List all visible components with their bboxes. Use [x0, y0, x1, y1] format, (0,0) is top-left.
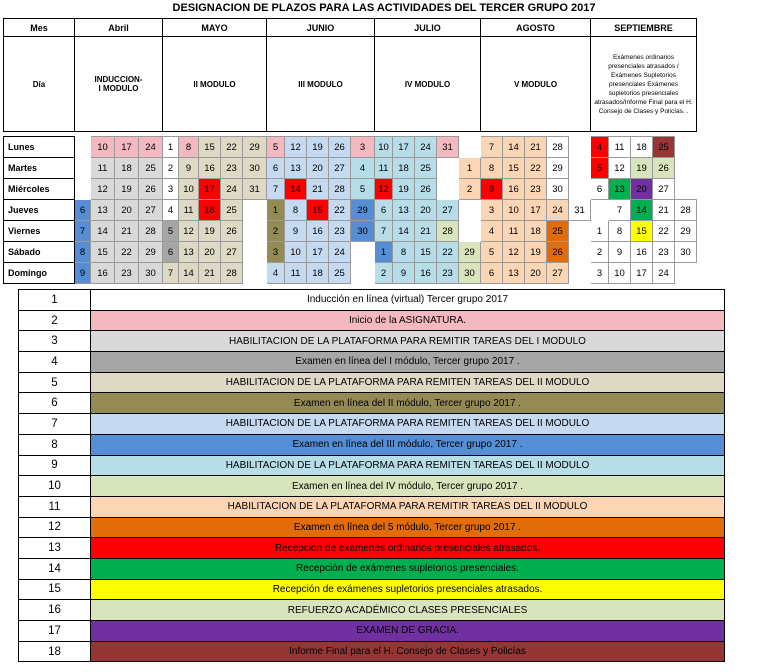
date-cell: 17	[525, 200, 547, 221]
date-cell: 14	[503, 137, 525, 158]
date-cell: 4	[163, 200, 179, 221]
date-cell: 24	[547, 200, 569, 221]
date-cell: 14	[285, 179, 307, 200]
date-cell: 20	[307, 158, 329, 179]
date-cell: 4	[591, 137, 609, 158]
day-row	[4, 200, 697, 221]
date-cell: 14	[631, 200, 653, 221]
date-cell: 18	[199, 200, 221, 221]
date-cell: 27	[221, 242, 243, 263]
date-cell: 8	[609, 221, 631, 242]
date-cell: 7	[267, 179, 285, 200]
legend-row	[19, 414, 725, 435]
legend-description: Examen en línea del III módulo, Tercer grupo 2017 .	[91, 434, 725, 455]
date-cell: 13	[285, 158, 307, 179]
date-cell: 6	[163, 242, 179, 263]
date-cell: 28	[329, 179, 351, 200]
day-label: Martes	[4, 158, 75, 179]
day-label: Jueves	[4, 200, 75, 221]
date-cell: 24	[329, 242, 351, 263]
legend-row	[19, 290, 725, 311]
date-cell	[75, 137, 91, 158]
date-cell: 22	[525, 158, 547, 179]
date-cell: 23	[525, 179, 547, 200]
date-cell	[351, 263, 375, 284]
legend-description: HABILITACION DE LA PLATAFORMA PARA REMITEN TAREAS DEL II MODULO	[91, 414, 725, 435]
module-2: II MODULO	[163, 37, 267, 132]
date-cell: 7	[609, 200, 631, 221]
date-cell: 19	[525, 242, 547, 263]
legend-description: Recepcion de examenes ordinarios presenciales atrasados.	[91, 538, 725, 559]
date-cell: 12	[91, 179, 115, 200]
date-cell: 30	[459, 263, 481, 284]
date-cell: 9	[609, 242, 631, 263]
date-cell: 12	[375, 179, 393, 200]
date-cell: 4	[351, 158, 375, 179]
date-cell: 10	[609, 263, 631, 284]
document-title: DESIGNACION DE PLAZOS PARA LAS ACTIVIDADES DEL TERCER GRUPO 2017	[172, 2, 596, 14]
date-cell: 28	[547, 137, 569, 158]
date-cell: 10	[375, 137, 393, 158]
date-cell: 21	[653, 200, 675, 221]
legend-description: HABILITACION DE LA PLATAFORMA PARA REMITIR TAREAS DEL II MODULO	[91, 496, 725, 517]
date-cell: 6	[267, 158, 285, 179]
date-cell: 23	[653, 242, 675, 263]
date-cell: 24	[139, 137, 163, 158]
date-cell	[459, 137, 481, 158]
date-cell: 8	[481, 158, 503, 179]
date-cell: 3	[481, 200, 503, 221]
date-cell	[351, 242, 375, 263]
date-cell: 6	[591, 179, 609, 200]
date-cell: 2	[375, 263, 393, 284]
date-cell: 29	[139, 242, 163, 263]
date-cell: 1	[375, 242, 393, 263]
day-label: Domingo	[4, 263, 75, 284]
legend-number: 15	[19, 579, 91, 600]
date-cell: 27	[139, 200, 163, 221]
date-cell	[569, 242, 591, 263]
date-cell: 5	[351, 179, 375, 200]
date-cell: 14	[393, 221, 415, 242]
legend-description: Examen en línea del IV módulo, Tercer grupo 2017 .	[91, 476, 725, 497]
date-cell	[569, 263, 591, 284]
date-cell: 22	[437, 242, 459, 263]
day-label: Viernes	[4, 221, 75, 242]
day-row	[4, 179, 697, 200]
legend-row	[19, 621, 725, 642]
date-cell: 26	[653, 158, 675, 179]
date-cell: 27	[547, 263, 569, 284]
dia-header: Día	[4, 37, 75, 132]
date-cell: 22	[115, 242, 139, 263]
date-cell: 16	[415, 263, 437, 284]
date-cell: 16	[91, 263, 115, 284]
date-cell: 17	[199, 179, 221, 200]
date-cell: 13	[393, 200, 415, 221]
date-cell: 20	[115, 200, 139, 221]
legend-description: Examen en línea del II módulo, Tercer grupo 2017 .	[91, 393, 725, 414]
legend-row	[19, 310, 725, 331]
date-cell: 10	[91, 137, 115, 158]
date-cell: 24	[653, 263, 675, 284]
legend-number: 7	[19, 414, 91, 435]
month-junio: JUNIO	[267, 19, 375, 37]
legend-row	[19, 641, 725, 662]
date-cell: 15	[91, 242, 115, 263]
date-cell: 18	[393, 158, 415, 179]
module-header-row	[4, 37, 697, 132]
date-cell: 11	[91, 158, 115, 179]
date-cell: 27	[437, 200, 459, 221]
date-cell: 1	[459, 158, 481, 179]
date-cell: 24	[415, 137, 437, 158]
month-mayo: MAYO	[163, 19, 267, 37]
legend-number: 5	[19, 372, 91, 393]
date-cell: 17	[307, 242, 329, 263]
legend-number: 4	[19, 352, 91, 373]
date-cell	[459, 200, 481, 221]
legend-number: 3	[19, 331, 91, 352]
date-cell: 22	[653, 221, 675, 242]
legend-number: 18	[19, 641, 91, 662]
legend-description: Recepción de exámenes supletorios presenciales atrasados.	[91, 579, 725, 600]
date-cell: 26	[221, 221, 243, 242]
date-cell: 19	[393, 179, 415, 200]
date-cell: 25	[653, 137, 675, 158]
calendar-table	[3, 18, 697, 284]
date-cell: 23	[437, 263, 459, 284]
legend-row	[19, 393, 725, 414]
date-cell: 29	[459, 242, 481, 263]
date-cell: 30	[547, 179, 569, 200]
date-cell: 24	[221, 179, 243, 200]
date-cell: 6	[75, 200, 91, 221]
date-cell: 12	[503, 242, 525, 263]
day-row	[4, 137, 697, 158]
legend-row	[19, 558, 725, 579]
date-cell	[569, 179, 591, 200]
date-cell: 5	[267, 137, 285, 158]
day-label: Lunes	[4, 137, 75, 158]
date-cell	[437, 158, 459, 179]
date-cell: 28	[437, 221, 459, 242]
date-cell: 6	[481, 263, 503, 284]
date-cell	[243, 263, 267, 284]
date-cell: 28	[675, 200, 697, 221]
legend-number: 16	[19, 600, 91, 621]
date-cell: 16	[307, 221, 329, 242]
mes-header: Mes	[4, 19, 75, 37]
date-cell: 7	[163, 263, 179, 284]
month-abril: Abril	[75, 19, 163, 37]
date-cell: 25	[139, 158, 163, 179]
date-cell: 1	[591, 221, 609, 242]
date-cell: 1	[163, 137, 179, 158]
day-row	[4, 242, 697, 263]
date-cell: 23	[329, 221, 351, 242]
legend-row	[19, 600, 725, 621]
date-cell: 19	[199, 221, 221, 242]
date-cell: 9	[285, 221, 307, 242]
legend-number: 17	[19, 621, 91, 642]
date-cell: 8	[179, 137, 199, 158]
date-cell: 30	[675, 242, 697, 263]
date-cell: 3	[591, 263, 609, 284]
date-cell: 9	[481, 179, 503, 200]
legend-description: HABILITACION DE LA PLATAFORMA PARA REMITEN TAREAS DEL II MODULO	[91, 455, 725, 476]
date-cell: 29	[351, 200, 375, 221]
legend-description: Inducción en línea (virtual) Tercer grupo 2017	[91, 290, 725, 311]
date-cell: 26	[415, 179, 437, 200]
date-cell: 15	[503, 158, 525, 179]
date-cell: 5	[591, 158, 609, 179]
date-cell: 15	[199, 137, 221, 158]
legend-number: 12	[19, 517, 91, 538]
legend-description: Examen en línea del 5 módulo, Tercer grupo 2017 .	[91, 517, 725, 538]
legend-number: 2	[19, 310, 91, 331]
date-cell: 31	[569, 200, 591, 221]
legend-number: 13	[19, 538, 91, 559]
date-cell: 21	[199, 263, 221, 284]
legend-number: 14	[19, 558, 91, 579]
legend-number: 6	[19, 393, 91, 414]
date-cell: 9	[75, 263, 91, 284]
date-cell: 4	[481, 221, 503, 242]
date-cell: 7	[75, 221, 91, 242]
date-cell: 20	[631, 179, 653, 200]
day-row	[4, 221, 697, 242]
date-cell: 18	[525, 221, 547, 242]
date-cell: 15	[307, 200, 329, 221]
date-cell: 14	[91, 221, 115, 242]
date-cell: 12	[285, 137, 307, 158]
date-cell: 30	[351, 221, 375, 242]
legend-row	[19, 496, 725, 517]
date-cell: 21	[307, 179, 329, 200]
date-cell	[675, 263, 697, 284]
date-cell	[243, 200, 267, 221]
date-cell: 23	[221, 158, 243, 179]
date-cell: 13	[609, 179, 631, 200]
legend-description: Recepción de exámenes supletorios presenciales.	[91, 558, 725, 579]
date-cell: 2	[591, 242, 609, 263]
date-cell: 25	[329, 263, 351, 284]
date-cell: 23	[115, 263, 139, 284]
legend-table	[18, 289, 725, 662]
date-cell	[75, 158, 91, 179]
date-cell	[75, 179, 91, 200]
date-cell: 30	[139, 263, 163, 284]
date-cell: 19	[307, 137, 329, 158]
legend-row	[19, 538, 725, 559]
date-cell: 11	[285, 263, 307, 284]
date-cell: 3	[351, 137, 375, 158]
date-cell: 31	[243, 179, 267, 200]
date-cell: 5	[481, 242, 503, 263]
legend-number: 11	[19, 496, 91, 517]
date-cell: 17	[115, 137, 139, 158]
date-cell: 2	[163, 158, 179, 179]
module-5: V MODULO	[481, 37, 591, 132]
legend-description: EXAMEN DE GRACIA.	[91, 621, 725, 642]
date-cell: 18	[631, 137, 653, 158]
date-cell: 25	[547, 221, 569, 242]
module-1: INDUCCION- I MODULO	[75, 37, 163, 132]
date-cell: 22	[329, 200, 351, 221]
date-cell	[569, 158, 591, 179]
date-cell: 7	[481, 137, 503, 158]
legend-row	[19, 331, 725, 352]
date-cell: 10	[503, 200, 525, 221]
date-cell: 10	[179, 179, 199, 200]
date-cell: 20	[199, 242, 221, 263]
date-cell: 20	[415, 200, 437, 221]
date-cell: 20	[525, 263, 547, 284]
date-cell: 10	[285, 242, 307, 263]
date-cell: 2	[459, 179, 481, 200]
date-cell: 31	[437, 137, 459, 158]
legend-description: Informe Final para el H. Consejo de Clases y Policías	[91, 641, 725, 662]
date-cell: 11	[179, 200, 199, 221]
date-cell: 12	[609, 158, 631, 179]
legend-description: Inicio de la ASIGNATURA.	[91, 310, 725, 331]
date-cell: 30	[243, 158, 267, 179]
date-cell: 11	[375, 158, 393, 179]
day-label: Miércoles	[4, 179, 75, 200]
date-cell: 17	[631, 263, 653, 284]
legend-number: 8	[19, 434, 91, 455]
day-label: Sábado	[4, 242, 75, 263]
date-cell: 17	[393, 137, 415, 158]
legend-number: 10	[19, 476, 91, 497]
legend-description: Examen en línea del I módulo, Tercer grupo 2017 .	[91, 352, 725, 373]
date-cell: 12	[179, 221, 199, 242]
date-cell: 3	[267, 242, 285, 263]
module-4: IV MODULO	[375, 37, 481, 132]
legend-row	[19, 352, 725, 373]
date-cell: 16	[199, 158, 221, 179]
date-cell: 14	[179, 263, 199, 284]
date-cell: 28	[221, 263, 243, 284]
date-cell: 15	[631, 221, 653, 242]
day-row	[4, 263, 697, 284]
date-cell: 18	[115, 158, 139, 179]
legend-row	[19, 476, 725, 497]
date-cell: 16	[503, 179, 525, 200]
date-cell	[569, 137, 591, 158]
date-cell: 21	[415, 221, 437, 242]
date-cell: 29	[675, 221, 697, 242]
date-cell: 29	[547, 158, 569, 179]
date-cell	[569, 221, 591, 242]
date-cell: 28	[139, 221, 163, 242]
month-header-row	[4, 19, 697, 37]
date-cell: 27	[329, 158, 351, 179]
legend-number: 1	[19, 290, 91, 311]
date-cell: 13	[179, 242, 199, 263]
date-cell: 29	[243, 137, 267, 158]
month-septiembre: SEPTIEMBRE	[591, 19, 697, 37]
legend-row	[19, 372, 725, 393]
date-cell: 8	[285, 200, 307, 221]
legend-row	[19, 517, 725, 538]
date-cell: 19	[631, 158, 653, 179]
date-cell: 26	[547, 242, 569, 263]
date-cell: 19	[115, 179, 139, 200]
date-cell: 4	[267, 263, 285, 284]
date-cell: 8	[75, 242, 91, 263]
date-cell: 11	[503, 221, 525, 242]
date-cell: 25	[415, 158, 437, 179]
legend-description: HABILITACION DE LA PLATAFORMA PARA REMITEN TAREAS DEL II MODULO	[91, 372, 725, 393]
date-cell: 9	[179, 158, 199, 179]
date-cell: 13	[91, 200, 115, 221]
date-cell: 2	[267, 221, 285, 242]
date-cell: 13	[503, 263, 525, 284]
date-cell	[459, 221, 481, 242]
date-cell: 7	[375, 221, 393, 242]
date-cell: 26	[329, 137, 351, 158]
date-cell	[591, 200, 609, 221]
date-cell: 21	[115, 221, 139, 242]
legend-description: HABILITACION DE LA PLATAFORMA PARA REMITIR TAREAS DEL I MODULO	[91, 331, 725, 352]
date-cell: 6	[375, 200, 393, 221]
date-cell: 25	[221, 200, 243, 221]
date-cell: 15	[415, 242, 437, 263]
date-cell: 18	[307, 263, 329, 284]
date-cell: 9	[393, 263, 415, 284]
legend-row	[19, 434, 725, 455]
date-cell: 26	[139, 179, 163, 200]
month-julio: JULIO	[375, 19, 481, 37]
date-cell	[243, 242, 267, 263]
date-cell: 8	[393, 242, 415, 263]
date-cell: 3	[163, 179, 179, 200]
legend-description: REFUERZO ACADÉMICO CLASES PRESENCIALES	[91, 600, 725, 621]
date-cell: 11	[609, 137, 631, 158]
module-3: III MODULO	[267, 37, 375, 132]
legend-row	[19, 455, 725, 476]
date-cell: 1	[267, 200, 285, 221]
date-cell: 27	[653, 179, 675, 200]
month-agosto: AGOSTO	[481, 19, 591, 37]
legend-row	[19, 579, 725, 600]
date-cell	[437, 179, 459, 200]
legend-number: 9	[19, 455, 91, 476]
date-cell	[243, 221, 267, 242]
date-cell: 16	[631, 242, 653, 263]
date-cell: 5	[163, 221, 179, 242]
date-cell: 22	[221, 137, 243, 158]
date-cell: 21	[525, 137, 547, 158]
day-row	[4, 158, 697, 179]
module-6: Exámenes ordinarios presenciales atrasados / Exámenes Supletorios presenciales Exámenes supletorios presenciales atrasados/Informe Final para el H. Consejo de Clases y Policías. .	[591, 37, 697, 132]
